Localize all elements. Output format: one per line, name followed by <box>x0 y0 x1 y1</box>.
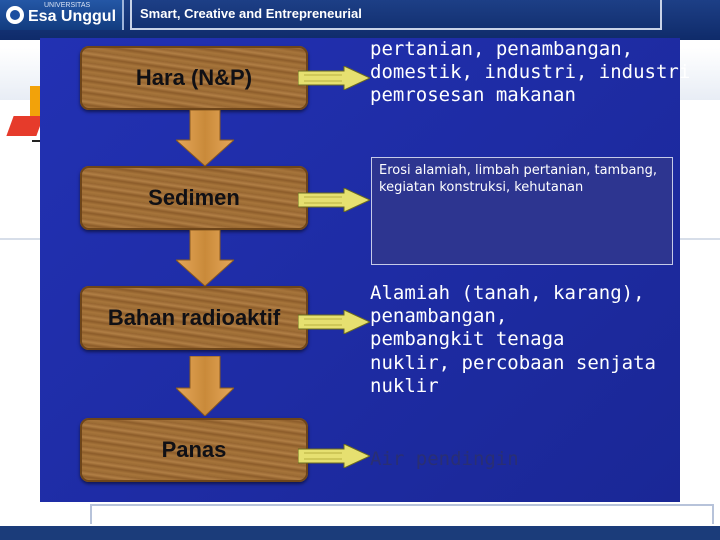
description-line: domestik, industri, industri <box>370 61 691 84</box>
footer-frame <box>90 504 714 524</box>
right-arrow-icon <box>298 188 370 212</box>
right-arrow-icon <box>298 444 370 468</box>
diagram-panel <box>40 38 691 502</box>
description-radioactive <box>370 282 656 398</box>
description-line: pertanian, penambangan, <box>370 38 634 60</box>
university-logo <box>0 0 124 30</box>
decorative-line-right <box>680 238 720 240</box>
description-line: nuklir <box>370 374 439 397</box>
description-nutrients <box>370 38 690 108</box>
down-arrow-icon <box>176 230 234 286</box>
down-arrow-icon <box>176 356 234 416</box>
decorative-red-block <box>6 116 43 136</box>
source-label-nutrients: Hara (N&P) <box>135 65 253 90</box>
source-box-heat <box>80 418 308 482</box>
decorative-line-left <box>0 238 40 240</box>
source-label-sediment: Sedimen <box>148 185 240 210</box>
source-box-nutrients <box>80 46 308 110</box>
description-line: nuklir, percobaan senjata <box>370 351 656 374</box>
right-arrow-icon <box>298 310 370 334</box>
description-box-sediment <box>371 157 673 265</box>
logo-emblem-icon <box>6 6 24 24</box>
source-label-heat: Panas <box>161 437 227 462</box>
source-label-radioactive: Bahan radioaktif <box>107 305 281 330</box>
logo-name: Esa Unggul <box>28 8 117 25</box>
source-box-radioactive <box>80 286 308 350</box>
right-arrow-icon <box>298 66 370 90</box>
logo-subtitle: UNIVERSITAS <box>44 2 91 9</box>
description-line: penambangan, <box>370 305 508 328</box>
source-box-sediment <box>80 166 308 230</box>
description-sediment: Erosi alamiah, limbah pertanian, tambang, kegiatan konstruksi, kehutanan <box>379 163 658 196</box>
description-line: pembangkit tenaga <box>370 328 565 351</box>
tagline: Smart, Creative and Entrepreneurial <box>140 6 362 21</box>
description-heat: Air pendingin <box>370 448 519 470</box>
description-line: pemrosesan makanan <box>370 84 576 107</box>
description-line: Alamiah (tanah, karang), <box>370 282 645 304</box>
header-bar <box>0 0 720 40</box>
footer-strip <box>0 526 720 540</box>
down-arrow-icon <box>176 110 234 166</box>
